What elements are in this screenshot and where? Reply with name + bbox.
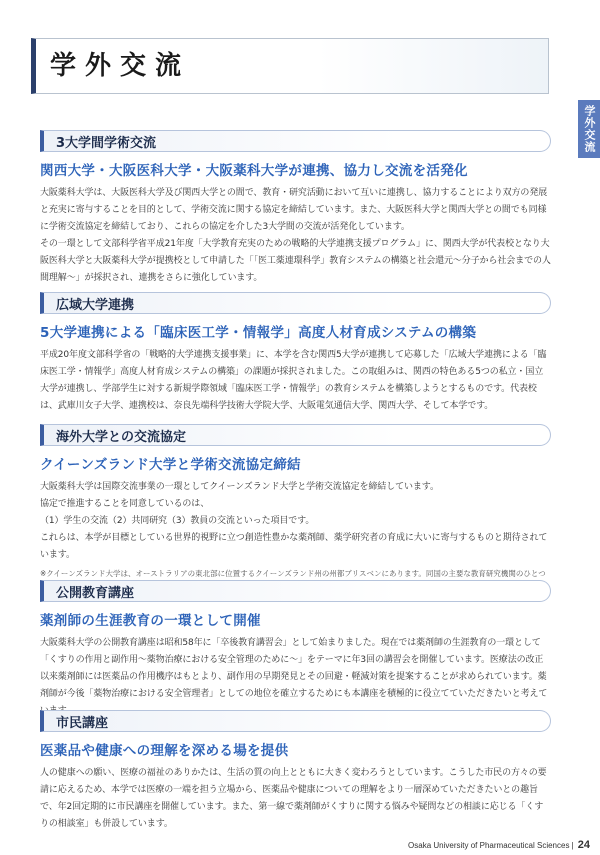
paragraph: その一環として文部科学省平成21年度「大学教育充実のための戦略的大学連携支援プログラム」に、関西大学が代表校となり大阪医科大学と大阪薬科大学が提携校として申請した「「医工薬連環科学」教育システムの構築と社会還元〜分子から社会までの人間理解〜」が採択され、連携をさらに強化しています。 [40,239,551,283]
section-heading [40,292,551,314]
section-heading-label: 市民講座 [56,716,109,731]
section-academic-exchange [40,130,551,287]
paragraph: （1）学生の交流（2）共同研究（3）教員の交流といった項目です。 [40,516,315,526]
section-body [40,765,551,833]
section-heading-label: 広域大学連携 [56,298,135,313]
paragraph: これらは、本学が目標としている世界的視野に立つ創造性豊かな薬剤師、薬学研究者の育成に大いに寄与するものと期待されています。 [40,533,548,560]
section-overseas-agreement [40,424,551,592]
section-heading [40,130,551,152]
paragraph: 大阪薬科大学は、大阪医科大学及び関西大学との間で、教育・研究活動において互いに連携し、協力することにより双方の発展と充実に寄与することを目的として、学術交流に関する協定を締結しています。また、大阪医科大学と関西大学との間でも同様に学術交流協定を締結しており、これらの協定を介した3大学間の交流が活発化しています。 [40,188,548,232]
paragraph: 大阪薬科大学の公開教育講座は昭和58年に「卒後教育講習会」として始まりました。現在では薬剤師の生涯教育の一環として「くすりの作用と副作用〜薬物治療における安全管理のために〜」をテーマに年3回の講習会を開催しています。医療法の改正以来薬剤師には医薬品の作用機序はもとより、副作用の早期発見とその回避・軽減対策を提案することが求められています。薬剤師が今後「薬物治療における安全管理者」としての地位を確立するためにも本講座を積極的に役立てていただきたいと考えて [40,638,548,699]
section-citizen-course [40,710,551,833]
page-title-box [31,38,549,94]
section-public-course [40,580,551,720]
section-body [40,185,551,287]
section-subheading: 関西大学・大阪医科大学・大阪薬科大学が連携、協力し交流を活発化 [40,163,468,179]
section-heading-label: 海外大学との交流協定 [56,430,187,445]
page-title: 学外交流 [50,51,191,81]
section-heading [40,710,551,732]
section-subheading: 薬剤師の生涯教育の一環として開催 [40,613,261,629]
section-subheading: クイーンズランド大学と学術交流協定締結 [40,457,301,473]
section-heading [40,580,551,602]
section-subheading: 医薬品や健康への理解を深める場を提供 [40,743,289,759]
section-body [40,347,551,415]
paragraph: 人の健康への願い、医療の福祉のありかたは、生活の質の向上とともに大きく変わろうとしています。こうした市民の方々の要請に応えるため、本学では医療の一端を担う立場から、医薬品や健康についての理解をより一層深めていただきたいとの趣旨で、年2回定期的に市民講座を開催しています。また、第一線で薬剤師がくすりに関する悩みや疑問などの相談に応じる「くすりの相談室」も併設しています。 [40,768,547,829]
section-body [40,479,551,564]
section-heading [40,424,551,446]
footer-university: Osaka University of Pharmaceutical Sciences | [408,841,574,850]
section-body [40,635,551,720]
page-footer [408,839,590,851]
section-regional-collaboration [40,292,551,415]
paragraph: 平成20年度文部科学省の「戦略的大学連携支援事業」に、本学を含む関西5大学が連携して応募した「広域大学連携による「臨床医工学・情報学」高度人材育成システムの構築」の課題が採択されました。この取組みは、関西の特色ある5つの私立・国立大学が連携し、学部学生に対する新規学際領域「臨床医工学・情報学」の教育システムを構築しようとするものです。代表校は、武庫川女子大学、連携校は、奈良先端科学技術大学院大学、大阪電気通信大学、関西大学、そして本学です。 [40,350,547,411]
page-number: 24 [577,839,590,851]
section-heading-label: 3大学間学術交流 [56,136,157,151]
paragraph: 協定で推進することを同意しているのは、 [40,499,210,509]
section-heading-label: 公開教育講座 [56,586,135,601]
paragraph: 大阪薬科大学は国際交流事業の一環としてクイーンズランド大学と学術交流協定を締結しています。 [40,482,439,492]
footnote: ※クイーンズランド大学は、オーストラリアの東北部に位置するクイーンズランド州の州都ブリスベンにあります。同国の主要な教育研究機関のひとつ [40,569,546,578]
side-tab[interactable]: 学外交流 [578,100,600,158]
section-subheading: 5大学連携による「臨床医工学・情報学」高度人材育成システムの構築 [40,325,477,341]
